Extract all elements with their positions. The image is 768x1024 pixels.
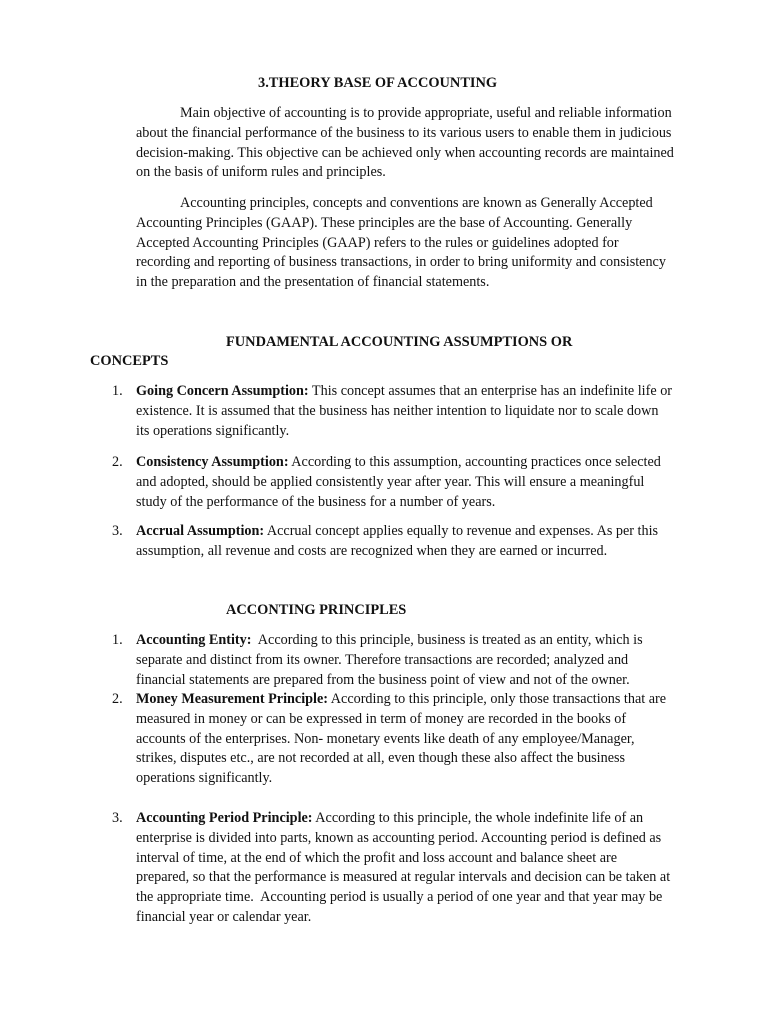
assumptions-heading-line-2: CONCEPTS <box>90 353 169 369</box>
list-item-text: This concept assumes that an enterprise has an indefinite life or existence. It is assumed that the business has neither intention to liquidate nor to scale down its operations significantly. <box>136 383 673 439</box>
list-number: 2. <box>112 454 123 470</box>
list-number: 2. <box>112 691 123 707</box>
term-accounting-period: Accounting Period Principle: <box>136 810 313 826</box>
intro-paragraph-1-text: Main objective of accounting is to provide appropriate, useful and reliable information about the financial performance of the business to its various users to enable them in judicious decision-making. This objective can be achieved only when accounting records are maintained on the basis of uniform rules and principles. <box>136 105 674 181</box>
intro-paragraph-2-text: Accounting principles, concepts and conventions are known as Generally Accepted Accounting Principles (GAAP). These principles are the base of Accounting. Generally Accepted Accounting Principles (GAAP) refers to the rules or guidelines adopted for recording and reporting of business transactions, in order to bring uniformity and consistency in the preparation and the presentation of financial statements. <box>136 195 666 291</box>
section-title: 3.THEORY BASE OF ACCOUNTING <box>258 75 498 91</box>
list-item-body <box>136 382 672 441</box>
list-number: 3. <box>112 810 123 826</box>
intro-paragraph-1 <box>136 104 674 183</box>
list-number: 1. <box>112 383 123 399</box>
list-item-body <box>136 453 672 512</box>
assumptions-heading-line-1: FUNDAMENTAL ACCOUNTING ASSUMPTIONS OR <box>226 334 573 350</box>
term-money-measurement: Money Measurement Principle: <box>136 691 329 707</box>
list-item-text: According to this principle, only those transactions that are measured in money or can be expressed in term of money are recorded in the books of accounts of the enterprises. Non- monetary events like death of any employee/Manager, strikes, disputes etc., are not recorded at all, even though these also affect the business operations significantly. <box>136 691 667 787</box>
list-item-body <box>136 522 672 562</box>
list-item-text: According to this assumption, accounting practices once selected and adopted, should be applied consistently year after year. This will ensure a meaningful study of the performance of the business for a number of years. <box>136 454 661 510</box>
principles-heading: ACCONTING PRINCIPLES <box>226 602 407 618</box>
list-item-text: According to this principle, the whole indefinite life of an enterprise is divided into parts, known as accounting period. Accounting period is defined as interval of time, at the end of which the profit and loss account and balance sheet are prepared, so that the performance is measured at regular intervals and decision can be taken at the appropriate time. Accounting period is usually a period of one year and that year may be financial year or calendar year. <box>136 810 674 925</box>
list-item-text: According to this principle, business is treated as an entity, which is separate and distinct from its owner. Therefore transactions are recorded; analyzed and financial statements are prepared from the business point of view and not of the owner. <box>136 632 647 688</box>
list-item-body <box>136 690 672 789</box>
term-going-concern: Going Concern Assumption: <box>136 383 309 399</box>
list-number: 3. <box>112 523 123 539</box>
term-accounting-entity: Accounting Entity: <box>136 632 252 648</box>
list-number: 1. <box>112 632 123 648</box>
term-accrual: Accrual Assumption: <box>136 523 265 539</box>
list-item-body <box>136 809 672 928</box>
intro-paragraph-2 <box>136 194 674 293</box>
list-item-text: Accrual concept applies equally to revenue and expenses. As per this assumption, all revenue and costs are recognized when they are earned or incurred. <box>136 523 659 559</box>
term-consistency: Consistency Assumption: <box>136 454 289 470</box>
list-item-body <box>136 631 672 690</box>
